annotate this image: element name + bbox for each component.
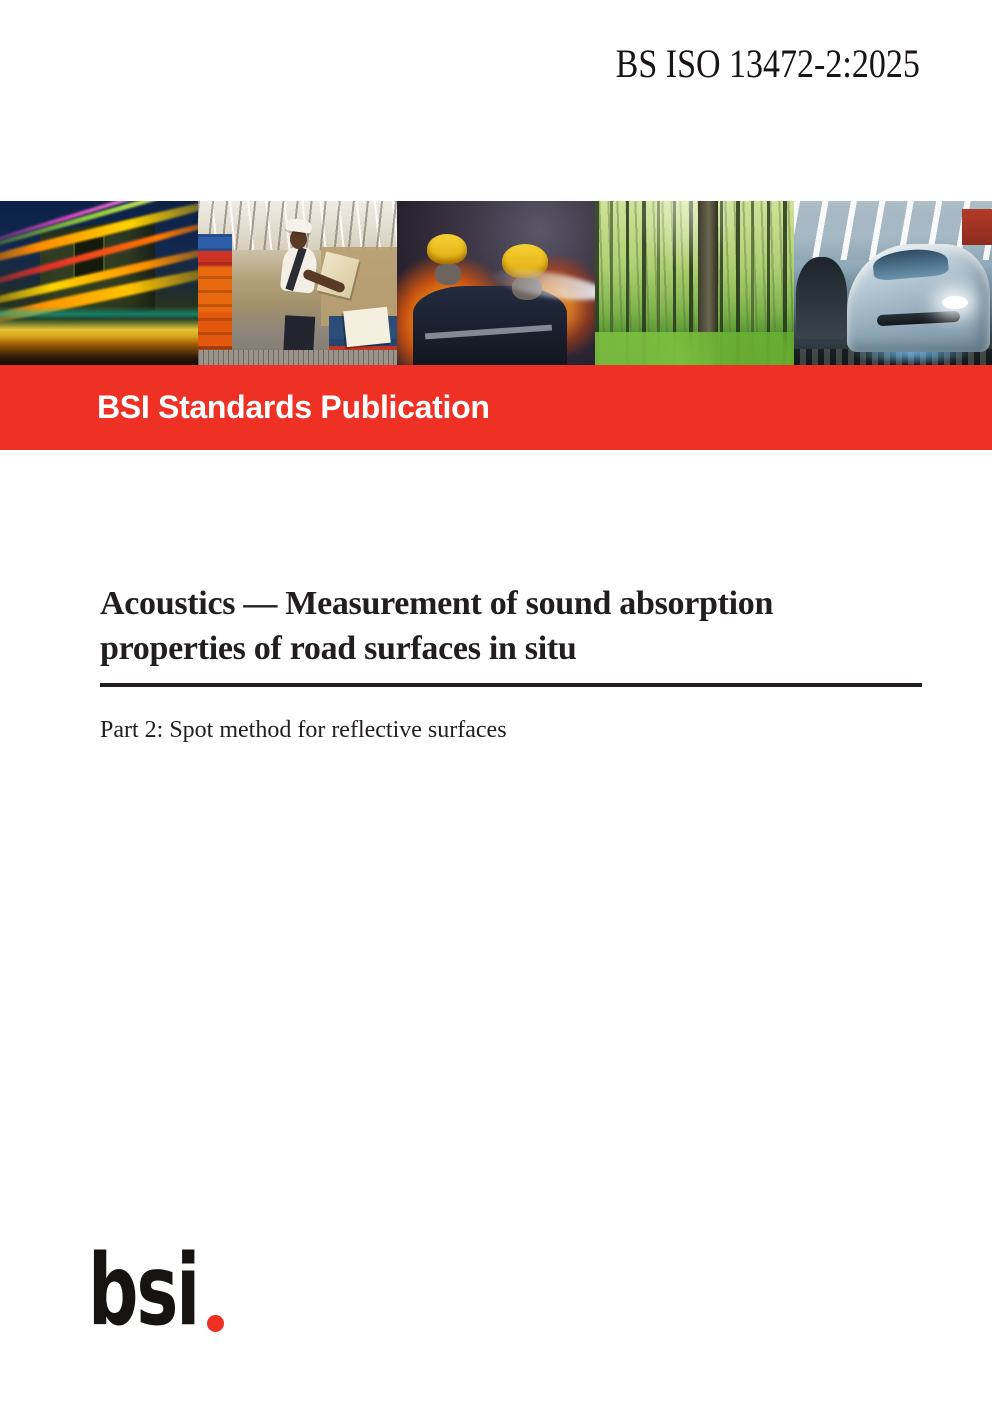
warehouse-floor <box>198 350 396 365</box>
standard-number: BS ISO 13472-2:2025 <box>615 41 920 86</box>
part-subtitle: Part 2: Spot method for reflective surfaces <box>100 717 507 743</box>
crate-stack <box>198 234 232 365</box>
canopy-light <box>631 201 740 270</box>
background-car <box>796 257 848 339</box>
document-title-line-1: Acoustics — Measurement of sound absorption <box>100 585 774 622</box>
factory-machinery <box>962 209 992 245</box>
foliage <box>595 332 793 365</box>
title-block <box>100 581 930 671</box>
bsi-logo-red-dot <box>207 1315 224 1332</box>
firefighter-helmet <box>427 234 467 264</box>
photo-forest-trees <box>595 201 793 365</box>
photo-warehouse-worker <box>198 201 396 365</box>
photo-traffic-light-trails <box>0 201 198 365</box>
document-title-line-2: properties of road surfaces in situ <box>100 630 577 667</box>
paper-box <box>343 307 390 347</box>
photo-car-assembly-line <box>794 201 992 365</box>
banner-title: BSI Standards Publication <box>97 389 490 425</box>
bsi-logo <box>88 1234 241 1348</box>
firefighter-face <box>435 263 461 285</box>
photo-strip <box>0 201 992 365</box>
road-light-bands <box>0 306 198 365</box>
photo-firefighters <box>397 201 595 365</box>
red-banner <box>0 365 992 450</box>
title-rule <box>100 683 922 687</box>
bsi-logo-text: bsi <box>88 1234 199 1348</box>
